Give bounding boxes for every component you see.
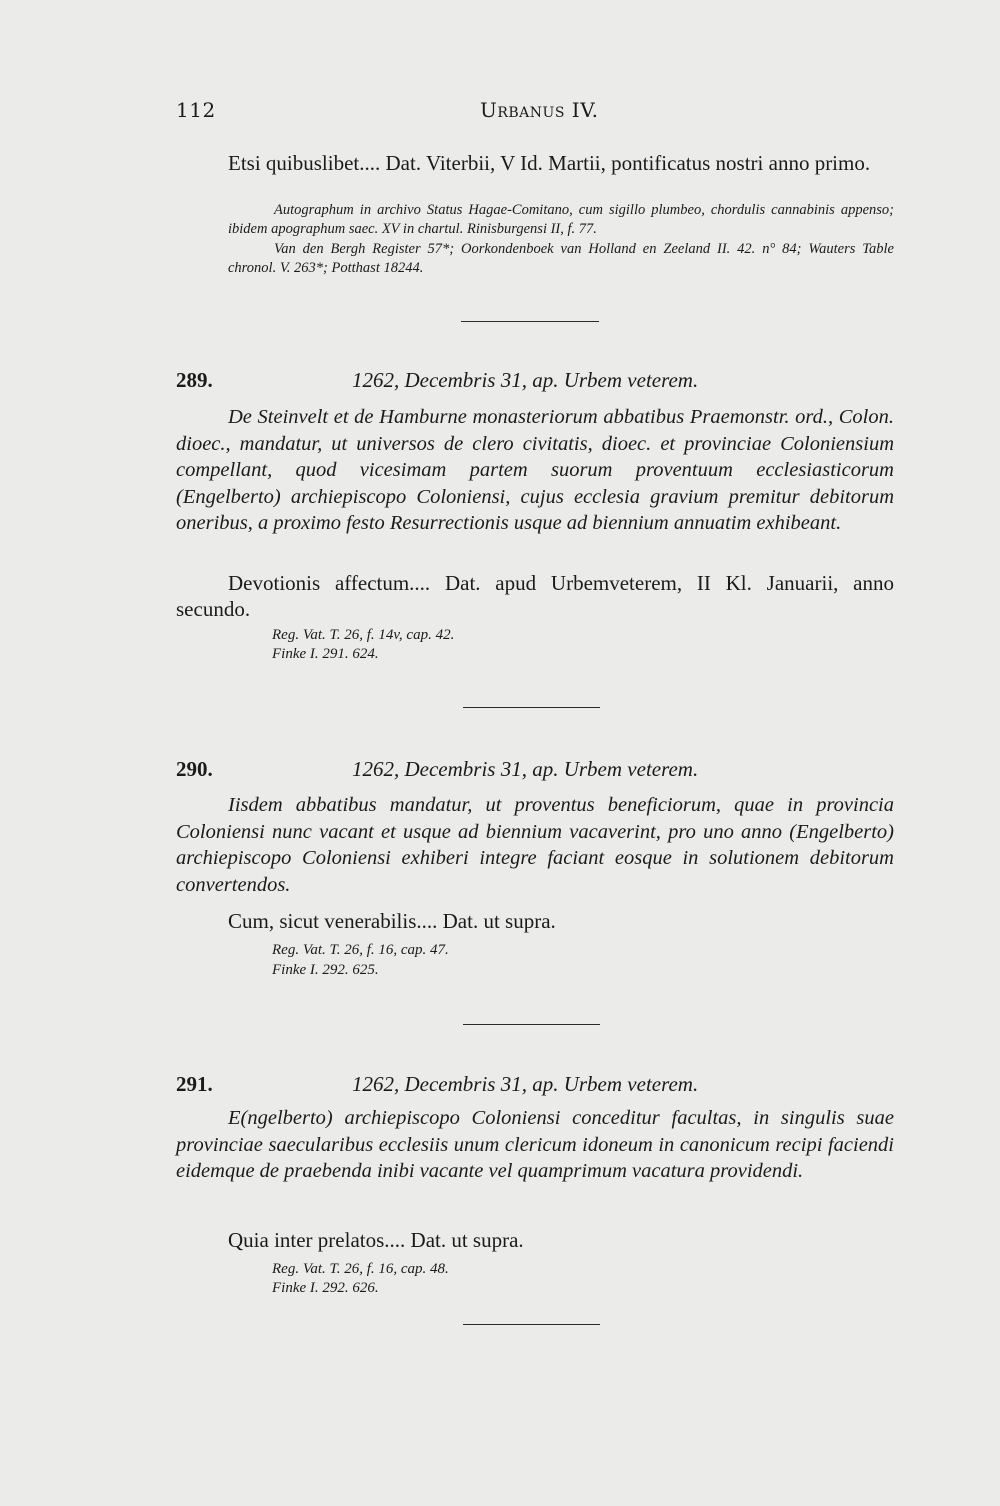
entry-summary: Iisdem abbatibus mandatur, ut proventus beneficiorum, quae in provincia Coloniensi nunc vacant et usque ad biennium vacaverint, pro uno anno (Engelberto) archiepiscopo Coloniensi exhiberi integre faciant eosque in solutionem debitorum convertendos.	[176, 794, 894, 896]
entry-number: 291.	[176, 1072, 213, 1096]
entry-reference: Finke I. 292. 626.	[272, 1280, 379, 1296]
entry-incipit: Devotionis affectum.... Dat. apud Urbemveterem, II Kl. Januarii, anno secundo.	[176, 571, 894, 621]
entry-incipit: Cum, sicut venerabilis.... Dat. ut supra.	[228, 909, 556, 933]
note-288-autograph: Autographum in archivo Status Hagae-Comitano, cum sigillo plumbeo, chordulis cannabinis appenso; ibidem apographum saec. XV in chartul. Rinisburgensi II, f. 77.	[228, 202, 894, 237]
entry-incipit: Quia inter prelatos.... Dat. ut supra.	[228, 1228, 524, 1252]
entry-number: 290.	[176, 757, 213, 781]
incipit-288: Etsi quibuslibet.... Dat. Viterbii, V Id. Martii, pontificatus nostri anno primo.	[228, 151, 871, 175]
entry-reference: Reg. Vat. T. 26, f. 16, cap. 48.	[272, 1261, 449, 1277]
entry-reference: Reg. Vat. T. 26, f. 16, cap. 47.	[272, 942, 449, 958]
entry-date: 1262, Decembris 31, ap. Urbem veterem.	[352, 368, 699, 392]
page-number: 112	[176, 98, 216, 122]
entry-reference: Finke I. 292. 625.	[272, 962, 379, 978]
separator-rule	[463, 707, 600, 708]
entry-reference: Finke I. 291. 624.	[272, 646, 379, 662]
entry-reference: Reg. Vat. T. 26, f. 14v, cap. 42.	[272, 627, 455, 643]
entry-date: 1262, Decembris 31, ap. Urbem veterem.	[352, 757, 699, 781]
entry-date: 1262, Decembris 31, ap. Urbem veterem.	[352, 1072, 699, 1096]
note-288-literature: Van den Bergh Register 57*; Oorkondenboek van Holland en Zeeland II. 42. n° 84; Wauters Table chronol. V. 263*; Potthast 18244.	[228, 241, 894, 276]
entry-summary: De Steinvelt et de Hamburne monasteriorum abbatibus Praemonstr. ord., Colon. dioec., mandatur, ut universos de clero civitatis, dioec. et provinciae Coloniensium compellant, quod vicesimam partem suorum proventuum ecclesiasticorum (Engelberto) archiepiscopo Coloniensi, cujus ecclesia gravium premitur debitorum oneribus, a proximo festo Resurrectionis usque ad biennium annuatim exhibeant.	[176, 406, 894, 534]
entry-summary: E(ngelberto) archiepiscopo Coloniensi conceditur facultas, in singulis suae provinciae saecularibus ecclesiis unum clericum idoneum in canonicum recipi faciendi eidemque de praebenda inibi vacante vel quamprimum vacatura providendi.	[176, 1107, 894, 1182]
entry-number: 289.	[176, 368, 213, 392]
separator-rule	[463, 1024, 600, 1025]
separator-rule	[463, 1324, 600, 1325]
separator-rule	[461, 321, 599, 322]
running-head: Urbanus IV.	[480, 98, 599, 122]
